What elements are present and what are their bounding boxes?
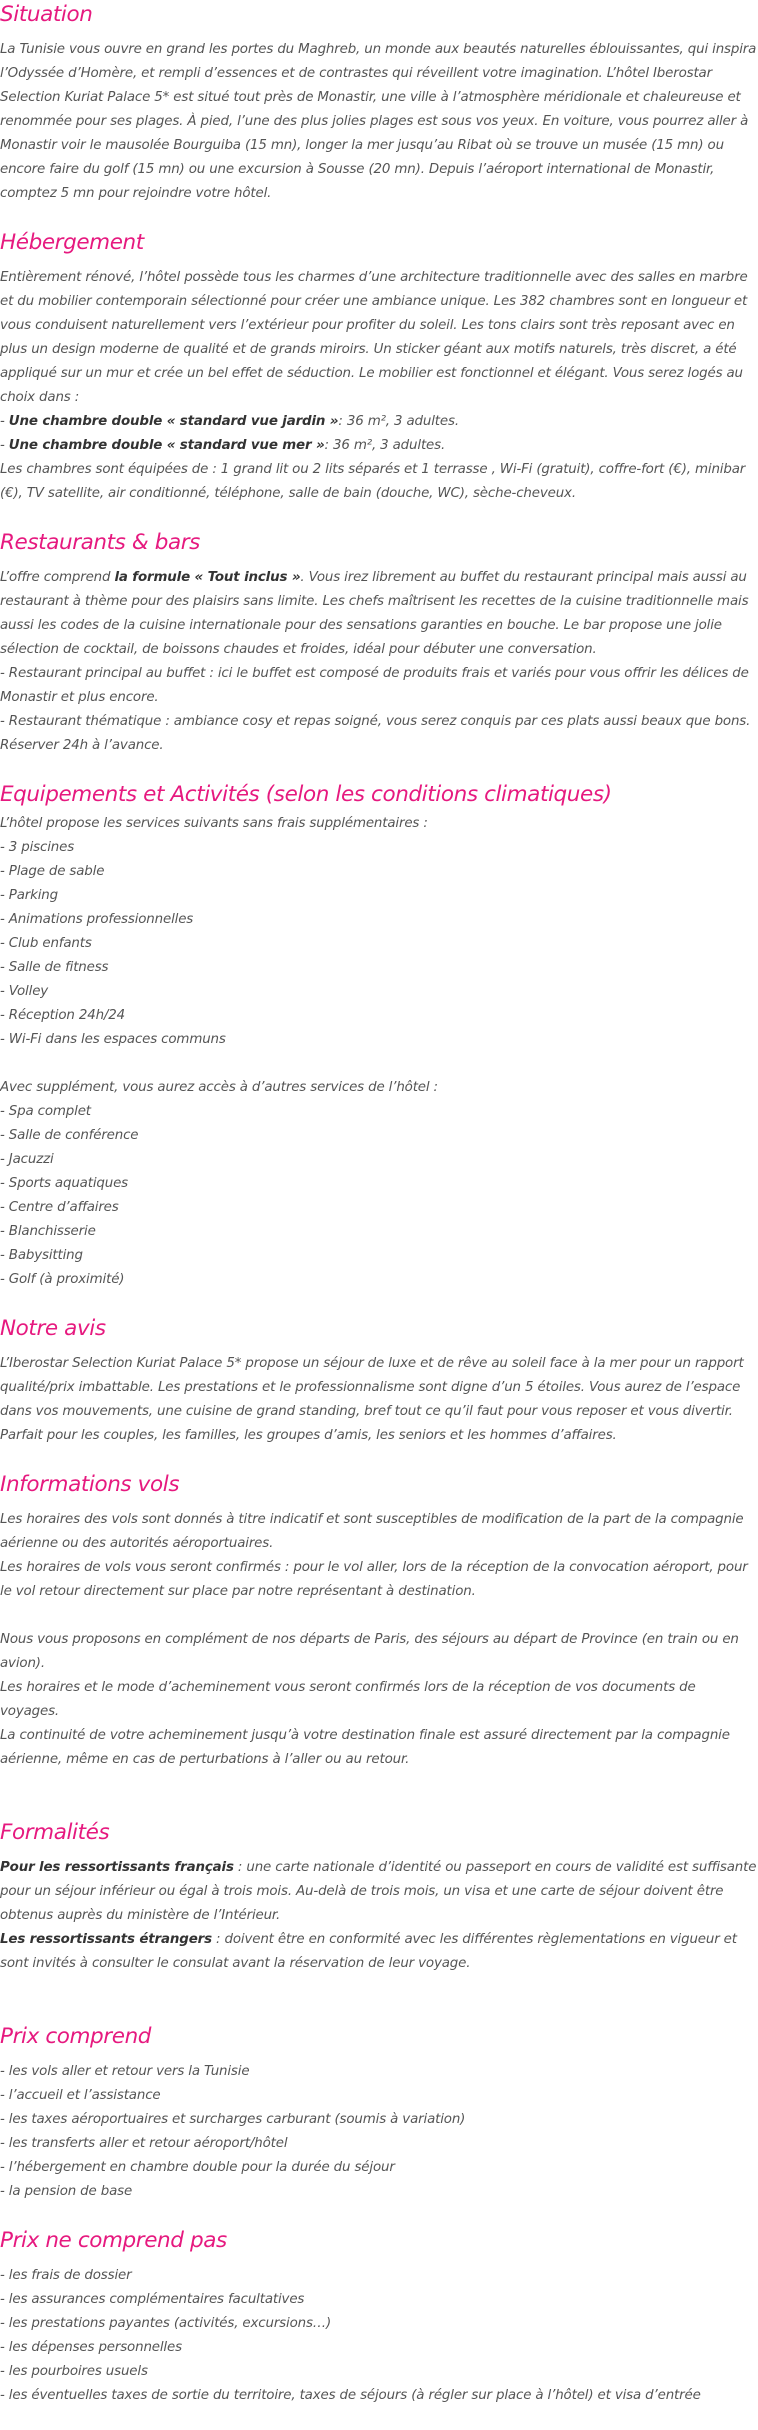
all-inclusive-label: la formule « Tout inclus » bbox=[114, 570, 301, 585]
room-option-name: Une chambre double « standard vue jardin » bbox=[8, 414, 339, 429]
list-item: - 3 piscines bbox=[0, 840, 75, 855]
restaurants-section bbox=[0, 528, 758, 758]
list-item: - les dépenses personnelles bbox=[0, 2340, 182, 2355]
hebergement-text: Entièrement rénové, l’hôtel possède tous les charmes d’une architecture traditionnelle avec des salles en marbre et du mobilier contemporain sélectionné pour créer une ambiance unique. Les 382 chambres sont en longueur et vous conduisent naturellement vers l’extérieur pour profiter du soleil. Les tons clairs sont très reposant avec en plus un design moderne de qualité et de grands miroirs. Un sticker géant aux motifs naturels, très discret, a été appliqué sur un mur et crée un bel effet de séduction. Le mobilier est fonctionnel et élégant. Vous serez logés au choix dans : bbox=[0, 270, 748, 405]
room-option bbox=[0, 434, 758, 458]
foreign-citizens-text: : doivent être en conformité avec les différentes règlementations en vigueur et sont invités à consulter le consulat avant la réservation de leur voyage. bbox=[0, 1932, 737, 1971]
vols-text: Nous vous proposons en complément de nos départs de Paris, des séjours au départ de Province (en train ou en avion). bbox=[0, 1632, 739, 1671]
list-item: - Blanchisserie bbox=[0, 1224, 96, 1239]
free-services-list bbox=[0, 836, 758, 1052]
list-item: - Salle de conférence bbox=[0, 1128, 139, 1143]
restaurant-theme-text: - Restaurant thématique : ambiance cosy et repas soigné, vous serez conquis par ces plats aussi beaux que bons. Réserver 24h à l’avance. bbox=[0, 714, 751, 753]
avis-text: L’Iberostar Selection Kuriat Palace 5* propose un séjour de luxe et de rêve au soleil face à la mer pour un rapport qualité/prix imbattable. Les prestations et le professionnalisme sont digne d’un 5 étoiles. Vous aurez de l’espace dans vos mouvements, une cuisine de grand standing, bref tout ce qu’il faut pour vous reposer et vous divertir. Parfait pour les couples, les familles, les groupes d’amis, les seniors et les hommes d’affaires. bbox=[0, 1356, 744, 1443]
spacer bbox=[0, 1052, 758, 1076]
hebergement-section bbox=[0, 228, 758, 506]
list-item: - les pourboires usuels bbox=[0, 2364, 148, 2379]
vols-text: Les horaires de vols vous seront confirmés : pour le vol aller, lors de la réception de la convocation aéroport, pour le vol retour directement sur place par notre représentant à destination. bbox=[0, 1560, 748, 1599]
paid-services-intro: Avec supplément, vous aurez accès à d’autres services de l’hôtel : bbox=[0, 1080, 438, 1095]
list-item: - Jacuzzi bbox=[0, 1152, 54, 1167]
formalites-title: Formalités bbox=[0, 1820, 110, 1845]
hebergement-title: Hébergement bbox=[0, 230, 144, 255]
room-option-detail: : 36 m², 3 adultes. bbox=[338, 414, 459, 429]
list-item: - Volley bbox=[0, 984, 49, 999]
vols-title: Informations vols bbox=[0, 1472, 180, 1497]
restaurants-intro-end: . Vous irez librement au buffet du restaurant principal mais aussi au restaurant à thème pour des plaisirs sans limite. Les chefs maîtrisent les recettes de la cuisine traditionnelle mais aussi les codes de la cuisine internationale pour des sensations garanties en bouche. Le bar propose une jolie sélection de cocktail, de boissons chaudes et froides, idéal pour débuter une conversation. bbox=[0, 570, 749, 657]
prix-ne-comprend-pas-section bbox=[0, 2226, 758, 2408]
list-item: - les éventuelles taxes de sortie du territoire, taxes de séjours (à régler sur place à l’hôtel) et visa d’entrée bbox=[0, 2388, 701, 2403]
prix-comprend-section bbox=[0, 2022, 758, 2204]
foreign-citizens-label: Les ressortissants étrangers bbox=[0, 1932, 212, 1947]
paid-services-list bbox=[0, 1100, 758, 1292]
situation-text: La Tunisie vous ouvre en grand les portes du Maghreb, un monde aux beautés naturelles éblouissantes, qui inspira l’Odyssée d’Homère, et rempli d’essences et de contrastes qui réveillent votre imagination. L’hôtel Iberostar Selection Kuriat Palace 5* est situé tout près de Monastir, une ville à l’atmosphère méridionale et chaleureuse et renommée pour ses plages. À pied, l’une des plus jolies plages est sous vos yeux. En voiture, vous pourrez aller à Monastir voir le mausolée Bourguiba (15 mn), longer la mer jusqu’au Ribat où se trouve un musée (15 mn) ou encore faire du golf (15 mn) ou une excursion à Sousse (20 mn). Depuis l’aéroport international de Monastir, comptez 5 mn pour rejoindre votre hôtel. bbox=[0, 42, 757, 201]
formalites-french bbox=[0, 1856, 758, 1928]
spacer bbox=[0, 1604, 758, 1628]
list-item: - Wi-Fi dans les espaces communs bbox=[0, 1032, 226, 1047]
avis-title: Notre avis bbox=[0, 1316, 106, 1341]
equipements-title: Equipements et Activités (selon les conditions climatiques) bbox=[0, 782, 612, 807]
list-item: - les vols aller et retour vers la Tunisie bbox=[0, 2064, 250, 2079]
vols-text: Les horaires des vols sont donnés à titre indicatif et sont susceptibles de modification de la part de la compagnie aérienne ou des autorités aéroportuaires. bbox=[0, 1512, 744, 1551]
room-option-dash: - bbox=[0, 414, 9, 429]
list-item: - Animations professionnelles bbox=[0, 912, 194, 927]
equipements-section bbox=[0, 780, 758, 1292]
list-item: - les prestations payantes (activités, excursions…) bbox=[0, 2316, 332, 2331]
list-item: - les assurances complémentaires facultatives bbox=[0, 2292, 305, 2307]
room-option bbox=[0, 410, 758, 434]
restaurant-main-text: - Restaurant principal au buffet : ici le buffet est composé de produits frais et variés pour vous offrir les délices de Monastir et plus encore. bbox=[0, 666, 749, 705]
situation-title: Situation bbox=[0, 2, 93, 27]
list-item: - Plage de sable bbox=[0, 864, 105, 879]
avis-section bbox=[0, 1314, 758, 1448]
prix-comprend-list bbox=[0, 2060, 758, 2204]
prix-ne-comprend-pas-list bbox=[0, 2264, 758, 2408]
room-option-dash: - bbox=[0, 438, 9, 453]
formalites-section bbox=[0, 1818, 758, 1976]
list-item: - l’hébergement en chambre double pour la durée du séjour bbox=[0, 2160, 395, 2175]
list-item: - Salle de fitness bbox=[0, 960, 109, 975]
list-item: - Golf (à proximité) bbox=[0, 1272, 125, 1287]
restaurants-intro-start: L’offre comprend bbox=[0, 570, 115, 585]
list-item: - les transferts aller et retour aéroport/hôtel bbox=[0, 2136, 288, 2151]
restaurants-title: Restaurants & bars bbox=[0, 530, 200, 555]
list-item: - Centre d’affaires bbox=[0, 1200, 119, 1215]
list-item: - Club enfants bbox=[0, 936, 92, 951]
formalites-foreign bbox=[0, 1928, 758, 1976]
french-citizens-label: Pour les ressortissants français bbox=[0, 1860, 234, 1875]
list-item: - la pension de base bbox=[0, 2184, 133, 2199]
list-item: - les taxes aéroportuaires et surcharges carburant (soumis à variation) bbox=[0, 2112, 466, 2127]
vols-text: La continuité de votre acheminement jusqu’à votre destination finale est assuré directement par la compagnie aérienne, même en cas de perturbations à l’aller ou au retour. bbox=[0, 1728, 730, 1767]
prix-comprend-title: Prix comprend bbox=[0, 2024, 152, 2049]
room-option-detail: : 36 m², 3 adultes. bbox=[324, 438, 446, 453]
list-item: - Parking bbox=[0, 888, 58, 903]
list-item: - Spa complet bbox=[0, 1104, 91, 1119]
vols-text: Les horaires et le mode d’acheminement vous seront confirmés lors de la réception de vos documents de voyages. bbox=[0, 1680, 696, 1719]
list-item: - l’accueil et l’assistance bbox=[0, 2088, 161, 2103]
restaurants-intro bbox=[0, 566, 758, 662]
room-option-name: Une chambre double « standard vue mer » bbox=[8, 438, 325, 453]
list-item: - Réception 24h/24 bbox=[0, 1008, 126, 1023]
prix-ne-comprend-pas-title: Prix ne comprend pas bbox=[0, 2228, 227, 2253]
room-equipment-text: Les chambres sont équipées de : 1 grand lit ou 2 lits séparés et 1 terrasse , Wi-Fi (gratuit), coffre-fort (€), minibar (€), TV satellite, air conditionné, téléphone, salle de bain (douche, WC), sèche-cheveux. bbox=[0, 462, 746, 501]
situation-section bbox=[0, 0, 758, 206]
list-item: - les frais de dossier bbox=[0, 2268, 132, 2283]
french-citizens-text: : une carte nationale d’identité ou passeport en cours de validité est suffisante pour un séjour inférieur ou égal à trois mois. Au-delà de trois mois, un visa et une carte de séjour doivent être obtenus auprès du ministère de l’Intérieur. bbox=[0, 1860, 757, 1923]
list-item: - Babysitting bbox=[0, 1248, 83, 1263]
free-services-intro: L’hôtel propose les services suivants sans frais supplémentaires : bbox=[0, 816, 428, 831]
list-item: - Sports aquatiques bbox=[0, 1176, 128, 1191]
vols-section bbox=[0, 1470, 758, 1772]
